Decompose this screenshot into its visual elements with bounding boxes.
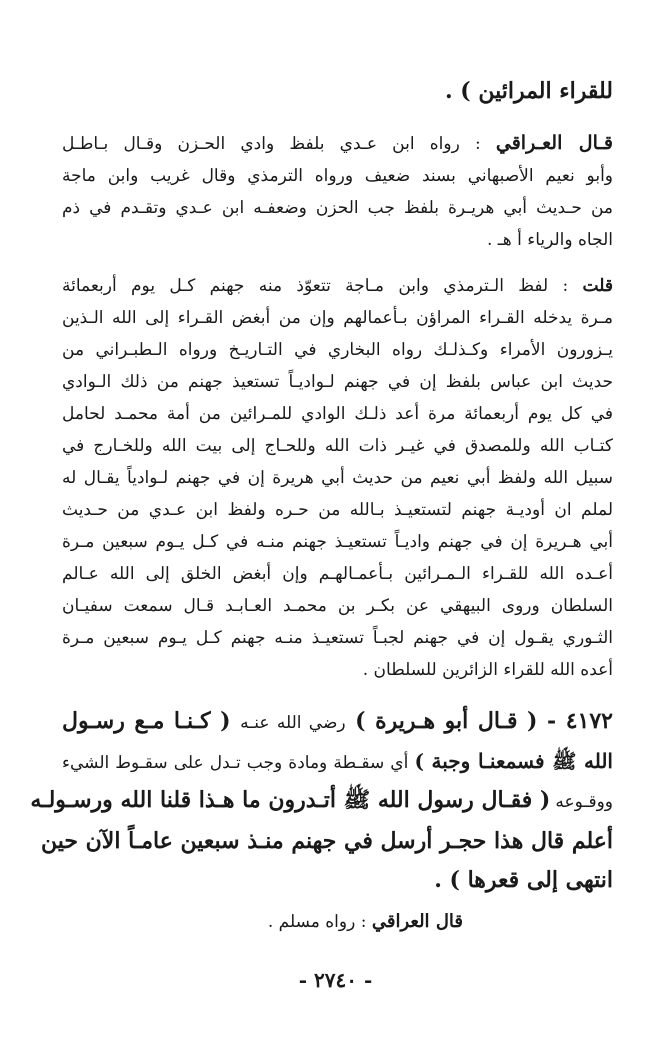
continuation-text: للقراء المرائين ) . — [444, 78, 613, 104]
iraqi-note-line: من حـديث أبي هريـرة بلفظ جب الحزن وضعفـه ابن عـدي وتقـدم في ذم — [62, 198, 613, 218]
hadith-line-1: ٤١٧٢ - ( قـال أبو هـريرة ) رضي الله عنـه ( كـنـا مـع رسـول — [62, 708, 613, 734]
qultu-line: أعده الله للقراء الزائرين للسلطان . — [362, 660, 613, 680]
qultu-line: في كل يوم أربعمائة مرة أعد ذلـك الوادي للمـرائين من أمة محمـد لحامل — [62, 404, 613, 424]
qultu-label: قلت — [582, 276, 613, 296]
iraqi-label: قـال العـراقي — [495, 132, 614, 154]
qultu-line: مـرة يدخله القـراء المراؤن بـأعمالهم وإن من أبغض القـراء إلى الله الـذين — [62, 308, 613, 328]
qultu-line: الثـوري يقـول إن في جهنم لجبـاً تستعيـذ منـه جهنم كـل يـوم سبعين مـرة — [62, 628, 613, 648]
continuation-line — [62, 72, 613, 111]
qultu-line: السلطان وروى البيهقي عن بكـر بن محمـد العـابـد قـال سمعت سفيـان — [62, 596, 613, 616]
hadith-line-4: أعلم قال هذا حجـر أرسل في جهنم منـذ سبعين عامـاً الآن حين — [40, 828, 613, 854]
qultu-line: أعـده الله للقـراء الـمـرائين بـأعمـالهـم وإن أبغض الخلق إلى الله عـالم — [62, 564, 613, 584]
hadith-line-3: ووقـوعه ( فقـال رسول الله ﷺ أتـدرون ما هـذا قلنا الله ورسـولـه — [30, 787, 613, 813]
iraqi-label: قال العراقي — [371, 911, 463, 932]
qultu-line: حديث ابن عباس بلفظ إن في جهنم لـواديـاً تستعيذ جهنم من ذلك الـوادي — [62, 372, 613, 392]
hadith-line-2: الله ﷺ فسمعنـا وجبة ) أي سقـطة ومادة وجب تـدل على سقـوط الشيء — [62, 749, 613, 773]
hadith-number-narrator: ٤١٧٢ - ( قـال أبو هـريرة ) — [355, 708, 613, 734]
qultu-line: يـزورون الأمراء وكـذلـك رواه البخاري في التـاريـخ ورواه الـطبـراني من — [62, 340, 613, 360]
qultu-line: كتـاب الله وللمصدق في غيـر ذات الله وللحـاج إلى بيت الله وللخـارج في — [62, 436, 613, 456]
iraqi-muslim-line: قال العراقي : رواه مسلم . — [267, 911, 463, 932]
qultu-line: سبيل الله ولفظ أبي نعيم من حديث أبي هريرة إن في جهنم لـوادياً يقـال له — [62, 468, 613, 488]
iraqi-note-line: وأبو نعيم الأصبهاني بسند ضعيف ورواه الترمذي وقال غريب وابن ماجة — [62, 166, 613, 186]
hadith-line-5: انتهى إلى قعرها ) . — [434, 867, 613, 893]
iraqi-note-line-1: قـال العـراقي : رواه ابن عـدي بلفظ وادي الحـزن وقـال بـاطـل — [62, 132, 614, 154]
iraqi-note-line: الجاه والرياء أ هـ . — [486, 230, 613, 250]
qultu-line: لملم ان أوديـة جهنم لتستعيـذ بـالله من حـره ولفظ ابن عـدي من حـديث — [62, 500, 613, 520]
qultu-line: أبي هـريرة إن في جهنم واديـاً تستعيـذ جهنم منـه في كـل يـوم سبعين مـرة — [62, 532, 613, 552]
qultu-line-1: قلت : لفظ الـترمذي وابن مـاجة تتعوّذ منه جهنم كـل يوم أربعمائة — [62, 276, 613, 296]
page-number: - ٢٧٤٠ - — [298, 968, 373, 992]
